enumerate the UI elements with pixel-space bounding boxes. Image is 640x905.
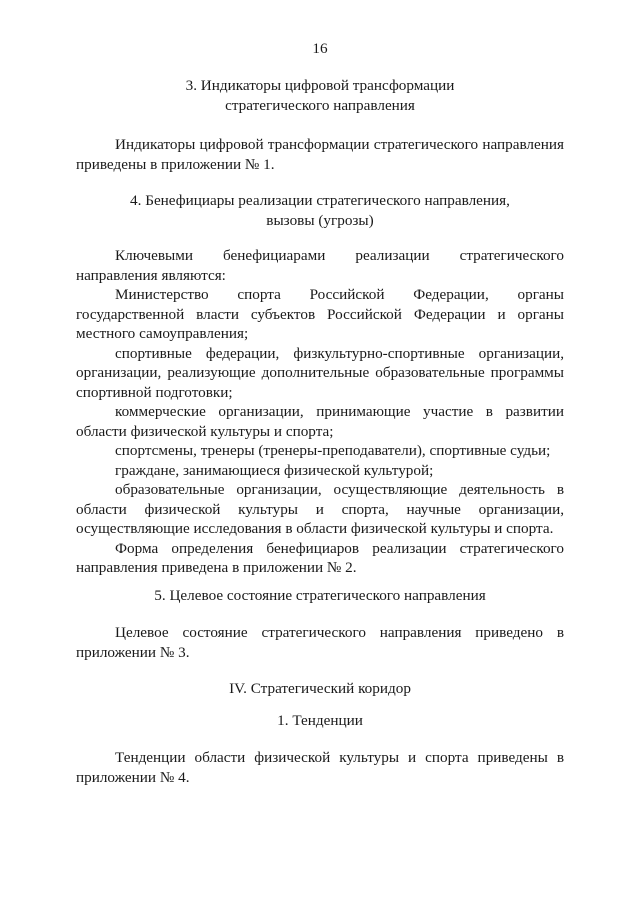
beneficiaries-intro-paragraph: Ключевыми бенефициарами реализации стратегического направления являются:: [76, 247, 564, 284]
section-5-body: [76, 623, 564, 662]
section-3-paragraph: Индикаторы цифровой трансформации стратегического направления приведены в приложении № 1.: [76, 136, 564, 173]
section-4-body: [76, 246, 564, 578]
chapter-4-heading-line: IV. Стратегический коридор: [229, 680, 411, 697]
subsection-1-paragraph: Тенденции области физической культуры и спорта приведены в приложении № 4.: [76, 749, 564, 786]
beneficiary-item-education: образовательные организации, осуществляющие деятельность в области физической культуры и спорта, научные организации, осуществляющие исследования в области физической культуры и спорта.: [76, 481, 564, 537]
subsection-1-heading: [76, 711, 564, 731]
section-5-heading: [76, 586, 564, 606]
beneficiary-item-athletes: спортсмены, тренеры (тренеры-преподаватели), спортивные судьи;: [115, 442, 551, 459]
beneficiary-item-citizens: граждане, занимающиеся физической культурой;: [115, 461, 434, 479]
chapter-4-heading: [76, 679, 564, 699]
section-3-body: [76, 135, 564, 174]
section-4-heading-line-2: вызовы (угрозы): [266, 211, 374, 229]
subsection-1-body: [76, 748, 564, 787]
section-5-heading-line: 5. Целевое состояние стратегического направления: [154, 587, 486, 604]
section-3-heading: [76, 76, 564, 115]
section-4-heading-line-1: 4. Бенефициары реализации стратегического направления,: [130, 192, 510, 209]
beneficiary-item-federations: спортивные федерации, физкультурно-спортивные организации, организации, реализующие дополнительные образовательные программы спортивной подготовки;: [76, 344, 564, 401]
beneficiary-item-commercial: коммерческие организации, принимающие участие в развитии области физической культуры и спорта;: [76, 403, 564, 440]
section-3-heading-line-2: стратегического направления: [225, 96, 415, 114]
page-number: 16: [312, 40, 328, 57]
section-4-heading: [76, 191, 564, 230]
beneficiaries-form-paragraph: Форма определения бенефициаров реализации стратегического направления приведена в приложении № 2.: [76, 539, 564, 576]
section-5-paragraph: Целевое состояние стратегического направления приведено в приложении № 3.: [76, 624, 564, 661]
beneficiary-item-ministry: Министерство спорта Российской Федерации, органы государственной власти субъектов Российской Федерации и органы местного самоуправления;: [76, 286, 564, 342]
section-3-heading-line-1: 3. Индикаторы цифровой трансформации: [185, 77, 455, 94]
subsection-1-heading-line: 1. Тенденции: [277, 712, 363, 729]
